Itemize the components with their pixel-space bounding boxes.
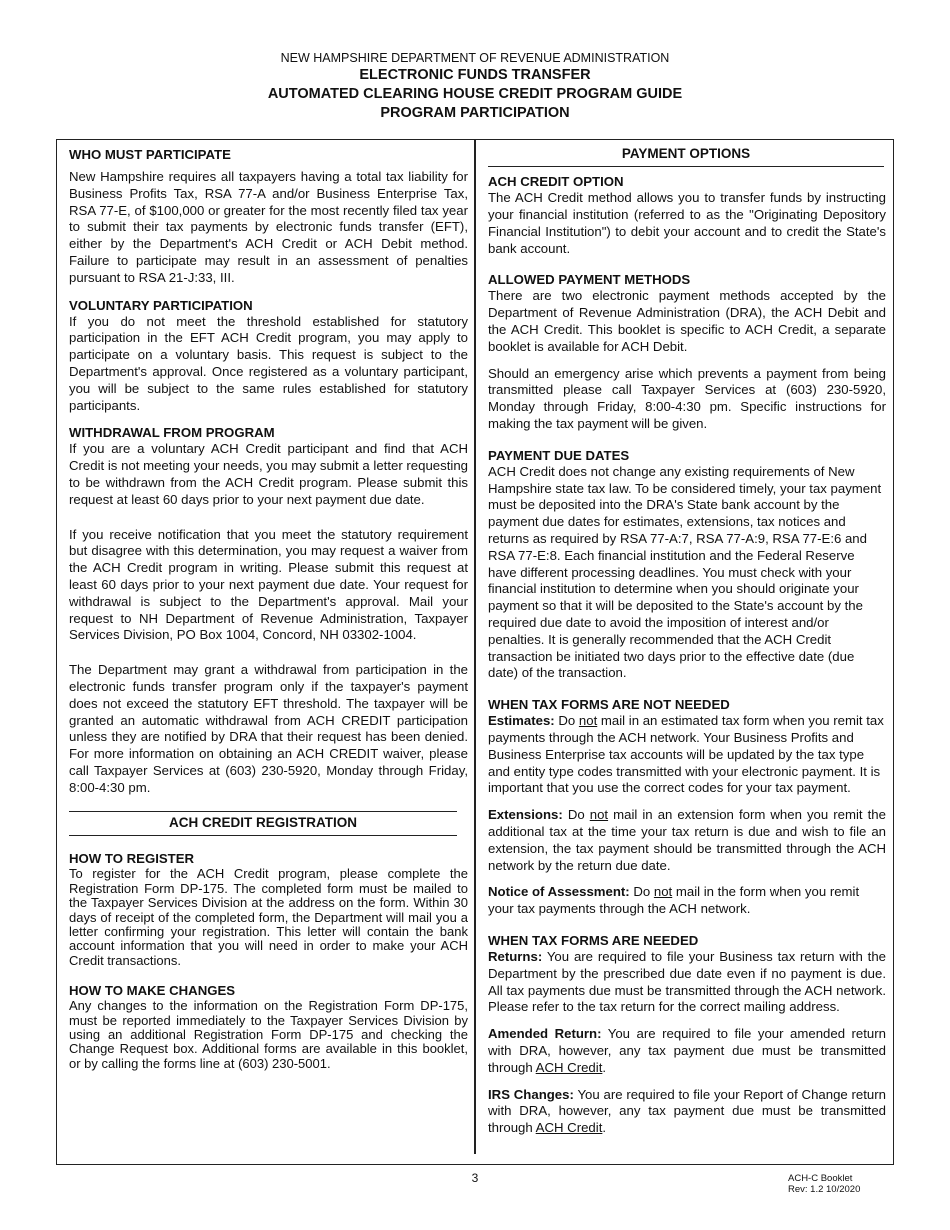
notice-of-assessment-do: Do bbox=[633, 884, 651, 900]
who-must-participate-heading: WHO MUST PARTICIPATE bbox=[69, 147, 231, 162]
how-to-register-heading: HOW TO REGISTER bbox=[69, 851, 195, 867]
irs-changes-label: IRS Changes: bbox=[488, 1086, 574, 1102]
extensions-paragraph bbox=[488, 807, 886, 874]
left-column bbox=[69, 146, 468, 1071]
ach-credit-option-text: The ACH Credit method allows you to transfer funds by instructing your financial institution (referred to as the "Originating Depository Financial Institution") to debit your account and to credit the State's bank account. bbox=[488, 190, 886, 256]
registration-section-heading: ACH CREDIT REGISTRATION bbox=[169, 815, 357, 830]
withdrawal-text-1: If you are a voluntary ACH Credit participant and find that ACH Credit is not meeting your needs, you may submit a letter requesting to be withdrawn from the ACH Credit program. Please submit this request at least 60 days prior to your next payment due date. bbox=[69, 441, 468, 507]
notice-of-assessment-label: Notice of Assessment: bbox=[488, 884, 630, 900]
returns-text: You are required to file your Business tax return with the Department by the prescribed due date even if no payment is due. All tax payments due must be transmitted through the ACH network. Please refer to the tax return for the correct mailing address. bbox=[488, 948, 886, 1015]
withdrawal-heading: WITHDRAWAL FROM PROGRAM bbox=[69, 425, 275, 441]
withdrawal-text-2: If you receive notification that you meet the statutory requirement but disagree with this determination, you may request a waiver from the ACH Credit program in writing. Please submit this request at least 60 days prior to your next payment due date. Your request for withdrawal is subject to the Department's approval. Mail your request to NH Department of Revenue Administration, Taxpayer Services Division, PO Box 1004, Concord, NH 03302-1004. bbox=[69, 526, 468, 643]
payment-options-rule bbox=[488, 166, 884, 168]
extensions-text: mail in an extension form when you remit the additional tax at the time your tax return is due and wish to file an extension, the tax payment should be transmitted through the ACH network by the return due date. bbox=[488, 807, 886, 873]
payment-due-dates-heading: PAYMENT DUE DATES bbox=[488, 447, 630, 463]
returns-label: Returns: bbox=[488, 948, 543, 964]
ach-credit-option-heading: ACH CREDIT OPTION bbox=[488, 174, 624, 190]
notice-of-assessment-not: not bbox=[653, 884, 673, 900]
forms-needed-heading: WHEN TAX FORMS ARE NEEDED bbox=[488, 932, 699, 948]
voluntary-participation-heading: VOLUNTARY PARTICIPATION bbox=[69, 297, 253, 313]
amended-return-paragraph: Amended Return: You are required to file your amended return with DRA, however, any tax payment due must be transmitted through ACH Credit. bbox=[488, 1026, 886, 1075]
returns-paragraph bbox=[488, 949, 886, 1016]
how-to-register-text: To register for the ACH Credit program, please complete the Registration Form DP-175. The completed form must be mailed to the Taxpayer Services Division at the address on the form. Within 30 days of receipt of the completed form, the Department will mail you a letter confirming your registration. This letter will contain the bank account information that you will need in order to make your ACH Credit transactions. bbox=[69, 866, 468, 968]
estimates-do: Do bbox=[558, 713, 576, 729]
booklet-id bbox=[788, 1173, 860, 1195]
estimates-paragraph bbox=[488, 713, 886, 797]
extensions-not: not bbox=[589, 807, 609, 823]
irs-changes-text: You are required to file your Report of Change return with DRA, however, any tax payment due must be transmitted through bbox=[488, 1086, 886, 1136]
how-to-make-changes-heading: HOW TO MAKE CHANGES bbox=[69, 983, 236, 999]
booklet-name: ACH-C Booklet bbox=[788, 1173, 853, 1184]
estimates-text: mail in an estimated tax form when you remit tax payments through the ACH network. Your Business Profits and Business Enterprise tax accounts will be updated by the tax type and entity type codes transmitted with your electronic payment. It is important that you use the correct codes for your tax payment. bbox=[488, 713, 884, 796]
title-line-1: ELECTRONIC FUNDS TRANSFER bbox=[359, 67, 591, 83]
irs-changes-ach-credit: ACH Credit bbox=[535, 1120, 603, 1136]
notice-of-assessment-paragraph bbox=[488, 884, 886, 918]
voluntary-participation-text: If you do not meet the threshold established for statutory participation in the EFT ACH Credit program, you may apply to participate on a voluntary basis. This request is subject to the Department's approval. Once registered as a voluntary participant, you will be subject to the same rules established for statutory participants. bbox=[69, 313, 468, 413]
payment-due-dates-text: ACH Credit does not change any existing requirements of New Hampshire state tax law. To be considered timely, your tax payment must be deposited into the DRA's State bank account by the payment due dates for estimates, extensions, tax notices and returns as required by RSA 77-A:7, RSA 77-A:9, RSA 77-E:6 and RSA 77-E:8. Each financial institution and the Federal Reserve have different processing deadlines. You must check with your financial institution to determine when you should originate your payment so that it will be deposited to the State's account by the required due date to avoid the imposition of interest and/or penalties. It is generally recommended that the ACH Credit transaction be initiated two days prior to the effective date (due date) of the transaction. bbox=[488, 463, 882, 681]
right-column bbox=[488, 146, 886, 1137]
extensions-label: Extensions: bbox=[488, 807, 563, 823]
booklet-revision: Rev: 1.2 10/2020 bbox=[788, 1184, 861, 1195]
title-line-3: PROGRAM PARTICIPATION bbox=[380, 105, 570, 121]
irs-changes-paragraph: IRS Changes: You are required to file your Report of Change return with DRA, however, any tax payment due must be transmitted through ACH Credit. bbox=[488, 1086, 886, 1136]
allowed-payment-methods-text-2: Should an emergency arise which prevents a payment from being transmitted please call Taxpayer Services at (603) 230-5920, Monday through Friday, 8:00-4:30 pm. Specific instructions for making the tax payment will be given. bbox=[488, 365, 886, 432]
notice-of-assessment-text: mail in the form when you remit your tax payments through the ACH network. bbox=[488, 884, 860, 917]
amended-return-text: You are required to file your amended return with DRA, however, any tax payment due must be transmitted through bbox=[488, 1026, 886, 1075]
allowed-payment-methods-heading: ALLOWED PAYMENT METHODS bbox=[488, 272, 691, 288]
who-must-participate-text: New Hampshire requires all taxpayers having a total tax liability for Business Profits Tax, RSA 77-A and/or Business Enterprise Tax, RSA 77-E, of $100,000 or greater for the most recently filed tax year to submit their tax payments by electronic funds transfer (EFT), either by the Department's ACH Credit or ACH Debit method. Failure to participate may result in an assessment of penalties pursuant to RSA 21-J:33, III. bbox=[69, 169, 468, 285]
estimates-not: not bbox=[578, 713, 598, 729]
page-header bbox=[0, 50, 950, 123]
amended-return-label: Amended Return: bbox=[488, 1026, 602, 1042]
title-line-2: AUTOMATED CLEARING HOUSE CREDIT PROGRAM GUIDE bbox=[267, 86, 683, 102]
page-number: 3 bbox=[471, 1171, 479, 1185]
forms-not-needed-heading: WHEN TAX FORMS ARE NOT NEEDED bbox=[488, 697, 730, 713]
extensions-do: Do bbox=[567, 807, 585, 823]
amended-return-ach-credit: ACH Credit bbox=[535, 1059, 603, 1075]
payment-options-heading: PAYMENT OPTIONS bbox=[621, 146, 751, 161]
allowed-payment-methods-text-1: There are two electronic payment methods accepted by the Department of Revenue Administration (DRA), the ACH Debit and the ACH Credit. This booklet is specific to ACH Credit, a separate booklet is available for ACH Debit. bbox=[488, 288, 886, 354]
department-name: NEW HAMPSHIRE DEPARTMENT OF REVENUE ADMINISTRATION bbox=[280, 51, 670, 65]
withdrawal-text-3: The Department may grant a withdrawal from participation in the electronic funds transfer program only if the taxpayer's payment does not exceed the statutory EFT threshold. The taxpayer will be granted an automatic withdrawal from ACH CREDIT participation unless they are notified by DRA that their request has been denied. For more information on obtaining an ACH CREDIT waiver, please call Taxpayer Services at (603) 230-5920, Monday through Friday, 8:00-4:30 pm. bbox=[69, 662, 468, 795]
column-divider bbox=[474, 139, 476, 1154]
estimates-label: Estimates: bbox=[488, 713, 555, 729]
registration-rule-bottom bbox=[69, 835, 457, 837]
how-to-make-changes-text: Any changes to the information on the Registration Form DP-175, must be reported immediately to the Taxpayer Services Division by using an additional Registration Form DP-175 and checking the Change Request box. Additional forms are available in this booklet, or by calling the forms line at (603) 230-5001. bbox=[69, 998, 468, 1071]
